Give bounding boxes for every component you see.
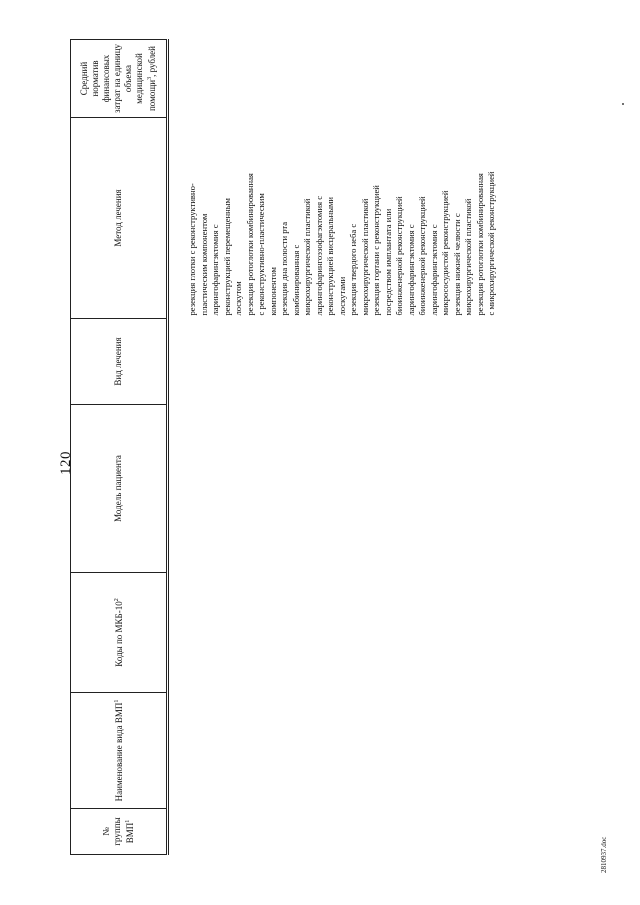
cell-patient-model xyxy=(168,405,640,573)
method-line: с реконструктивно-пластическим xyxy=(256,193,266,316)
vmp-table xyxy=(70,39,640,855)
method-line: микрососудистой реконструкцией xyxy=(440,190,450,316)
cell-treatment-type xyxy=(168,319,640,405)
header-treatment-type: Вид лечения xyxy=(71,319,168,405)
method-line: реконструкцией висцеральными xyxy=(325,196,335,316)
method-line: реконструкцией перемещенным xyxy=(221,198,232,316)
method-line: резекция нижней челюсти с xyxy=(451,213,462,316)
method-line: биоинженерной реконструкцией xyxy=(394,196,404,316)
document-code: 2810937.doc xyxy=(600,836,608,873)
cell-treatment-method xyxy=(168,118,640,319)
method-line: ларингофарингоэзофагэктомия с xyxy=(313,195,324,316)
method-line: резекция дна полости рта xyxy=(279,221,289,316)
page-number: 120 xyxy=(58,451,74,475)
method-line: резекция ротоглотки комбинированная xyxy=(474,173,485,316)
header-treatment-method: Метод лечения xyxy=(71,118,168,319)
header-vmp-name: Наименование вида ВМП$^1$ xyxy=(71,693,168,809)
method-line: посредством имплантата или xyxy=(382,208,393,316)
method-line: резекция гортани с реконструкцией xyxy=(371,185,381,316)
method-line: лоскутами xyxy=(336,276,347,316)
cell-average-cost xyxy=(168,40,640,118)
method-line: ларингофарингэктомия с xyxy=(405,224,416,316)
method-line: ларингофарингэктомия с xyxy=(210,224,220,316)
treatment-method-list xyxy=(169,121,498,316)
header-average-cost: Средний норматив финансовых затрат на единицу объема медицинской помощи$^3$, рублей xyxy=(71,40,168,118)
scan-dot xyxy=(622,103,624,105)
method-line: комбинированная с xyxy=(290,244,301,316)
method-line: микрохирургической пластикой xyxy=(359,198,370,316)
header-group-no: № группы ВМП$^1$ xyxy=(71,809,168,855)
method-line: пластическим компонентом xyxy=(198,213,209,316)
table-row xyxy=(168,40,640,855)
cell-mkb-codes xyxy=(168,573,640,693)
method-line: резекция ротоглотки комбинированная xyxy=(244,173,255,316)
method-line: микрохирургической пластикой xyxy=(302,198,312,316)
cell-vmp-name xyxy=(168,693,640,809)
rotated-page xyxy=(30,40,620,875)
header-patient-model: Модель пациента xyxy=(71,405,168,573)
method-line: резекция твердого неба с xyxy=(348,223,358,316)
method-line: микрохирургической пластикой xyxy=(463,198,473,316)
method-line: биоинженерной реконструкцией xyxy=(417,196,427,316)
method-line: с микрохирургической реконструкцией xyxy=(486,171,496,316)
method-line: компонентом xyxy=(267,267,278,316)
table-header-row xyxy=(71,40,168,855)
cell-group-no xyxy=(168,809,640,855)
method-line: ларингофарингэктомия с xyxy=(428,224,439,316)
method-line: лоскутом xyxy=(233,281,243,316)
header-mkb-codes: Коды по МКБ-$10^2$ xyxy=(71,573,168,693)
method-line: резекция глотки с реконструктивно- xyxy=(187,183,197,316)
